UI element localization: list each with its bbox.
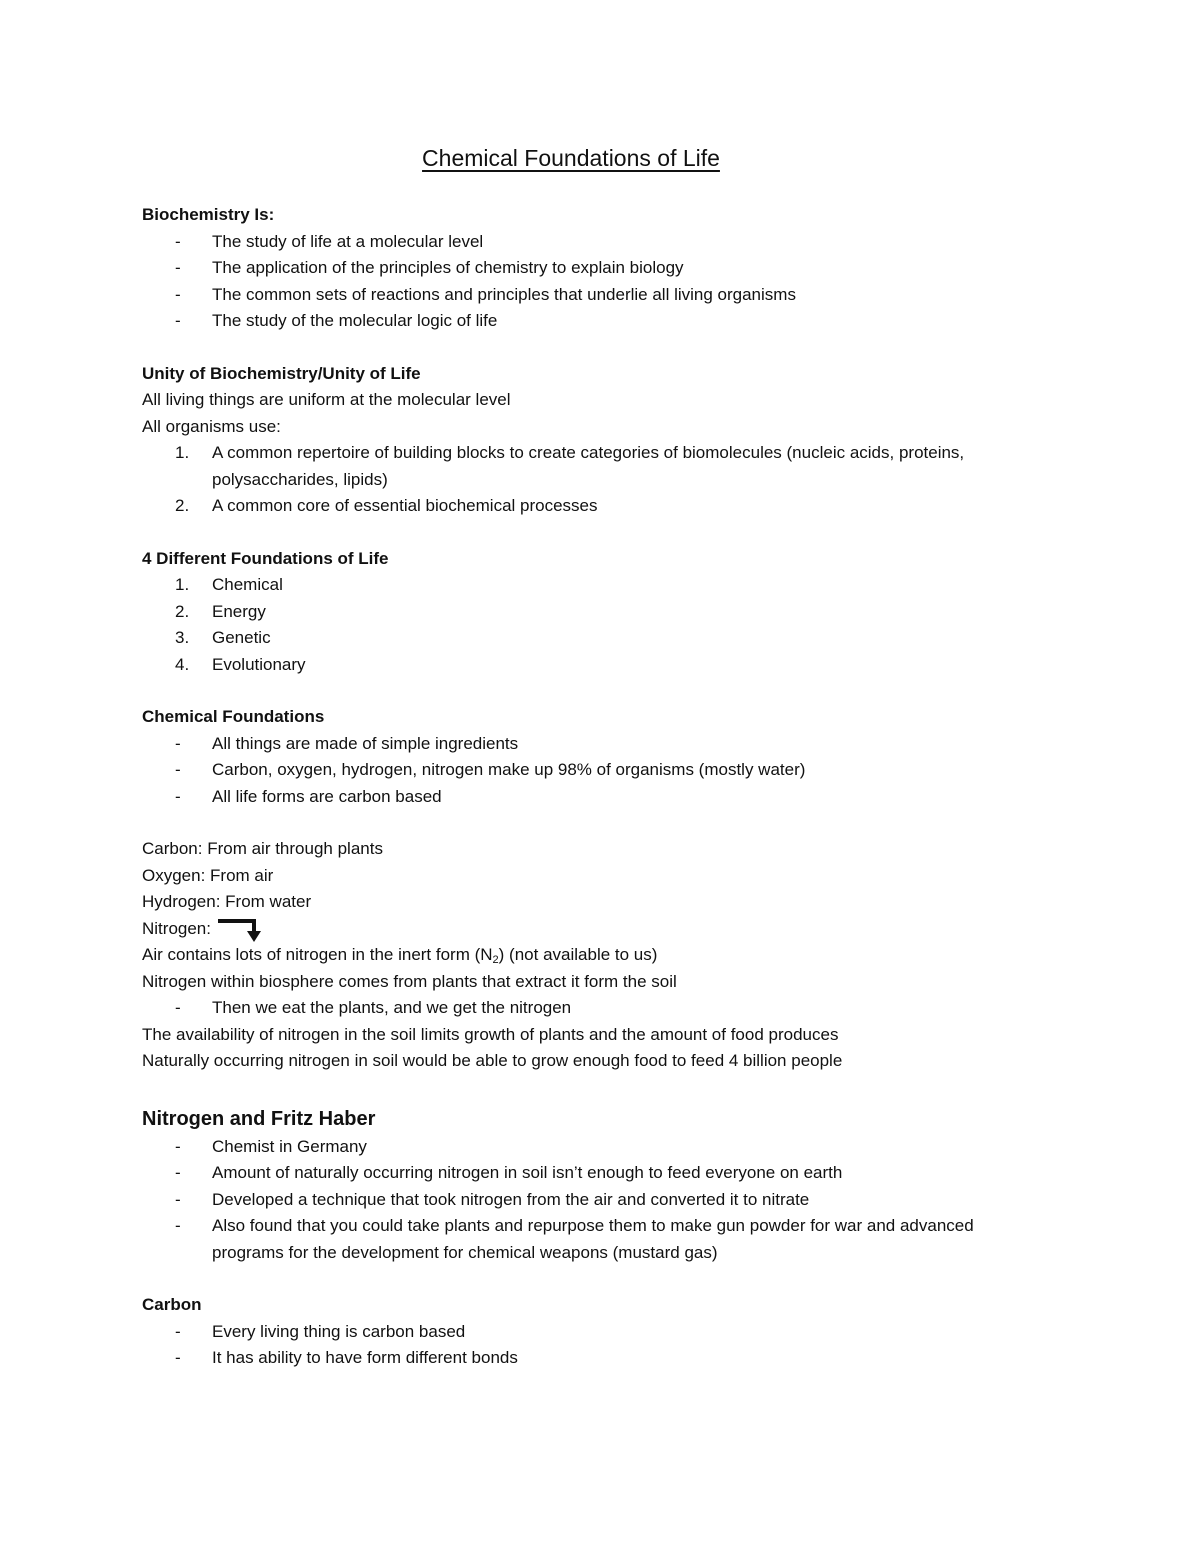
heading-unity: Unity of Biochemistry/Unity of Life <box>142 363 421 383</box>
page-title: Chemical Foundations of Life <box>422 145 720 171</box>
list-item: - It has ability to have form different bonds <box>175 1348 518 1367</box>
biosphere-line: Nitrogen within biosphere comes from plants that extract it form the soil <box>142 971 677 991</box>
spacer <box>142 810 1042 836</box>
list-item: - Amount of naturally occurring nitrogen in soil isn’t enough to feed everyone on earth <box>175 1163 843 1182</box>
list-item: - The study of life at a molecular level <box>175 231 484 251</box>
list-item: - The application of the principles of chemistry to explain biology <box>175 258 684 277</box>
bent-arrow-icon <box>216 916 266 942</box>
carbon-line: Carbon: From air through plants <box>142 839 383 858</box>
spacer <box>142 335 1042 361</box>
spacer <box>142 678 1042 704</box>
list-item: - Every living thing is carbon based <box>175 1321 466 1341</box>
numbered-item: 1. A common repertoire of building blocks to create categories of biomolecules (nucleic acids, proteins, polysaccharides, lipids) <box>175 443 965 489</box>
heading-haber: Nitrogen and Fritz Haber <box>142 1107 376 1130</box>
list-item: - The study of the molecular logic of life <box>175 311 498 330</box>
spacer <box>142 520 1042 546</box>
list-item: - Also found that you could take plants and repurpose them to make gun powder for war and advanced programs for the development for chemical weapons (mustard gas) <box>175 1216 974 1262</box>
list-item: - All things are made of simple ingredients <box>175 733 519 753</box>
natural-line: Naturally occurring nitrogen in soil would be able to grow enough food to feed 4 billion people <box>142 1051 843 1070</box>
heading-chemical-foundations: Chemical Foundations <box>142 707 325 726</box>
numbered-item: 2. A common core of essential biochemical processes <box>175 496 598 515</box>
numbered-item: 4. Evolutionary <box>175 654 306 674</box>
numbered-item: 1. Chemical <box>175 575 283 594</box>
oxygen-line: Oxygen: From air <box>142 865 274 885</box>
heading-carbon: Carbon <box>142 1295 202 1314</box>
text-line: All organisms use: <box>142 416 281 436</box>
list-item: - Chemist in Germany <box>175 1136 367 1156</box>
list-item: - All life forms are carbon based <box>175 786 442 806</box>
list-item: - Carbon, oxygen, hydrogen, nitrogen make up 98% of organisms (mostly water) <box>175 760 806 779</box>
spacer <box>142 1075 1042 1101</box>
heading-biochemistry: Biochemistry Is: <box>142 205 275 224</box>
spacer <box>142 1266 1042 1292</box>
numbered-item: 3. Genetic <box>175 628 271 647</box>
document-body <box>142 145 1042 1372</box>
air-line: Air contains lots of nitrogen in the inert form $(N_2)$ (not available to us) <box>142 945 658 966</box>
list-item: - The common sets of reactions and principles that underlie all living organisms <box>175 284 796 304</box>
list-item: - Developed a technique that took nitrogen from the air and converted it to nitrate <box>175 1189 810 1209</box>
numbered-item: 2. Energy <box>175 601 266 621</box>
hydrogen-line: Hydrogen: From water <box>142 892 312 911</box>
list-item: - Then we eat the plants, and we get the nitrogen <box>175 998 572 1017</box>
nitrogen-line: Nitrogen: <box>142 916 1042 943</box>
heading-foundations: 4 Different Foundations of Life <box>142 548 389 568</box>
text-line: All living things are uniform at the molecular level <box>142 390 511 409</box>
availability-line: The availability of nitrogen in the soil limits growth of plants and the amount of food produces <box>142 1024 839 1044</box>
